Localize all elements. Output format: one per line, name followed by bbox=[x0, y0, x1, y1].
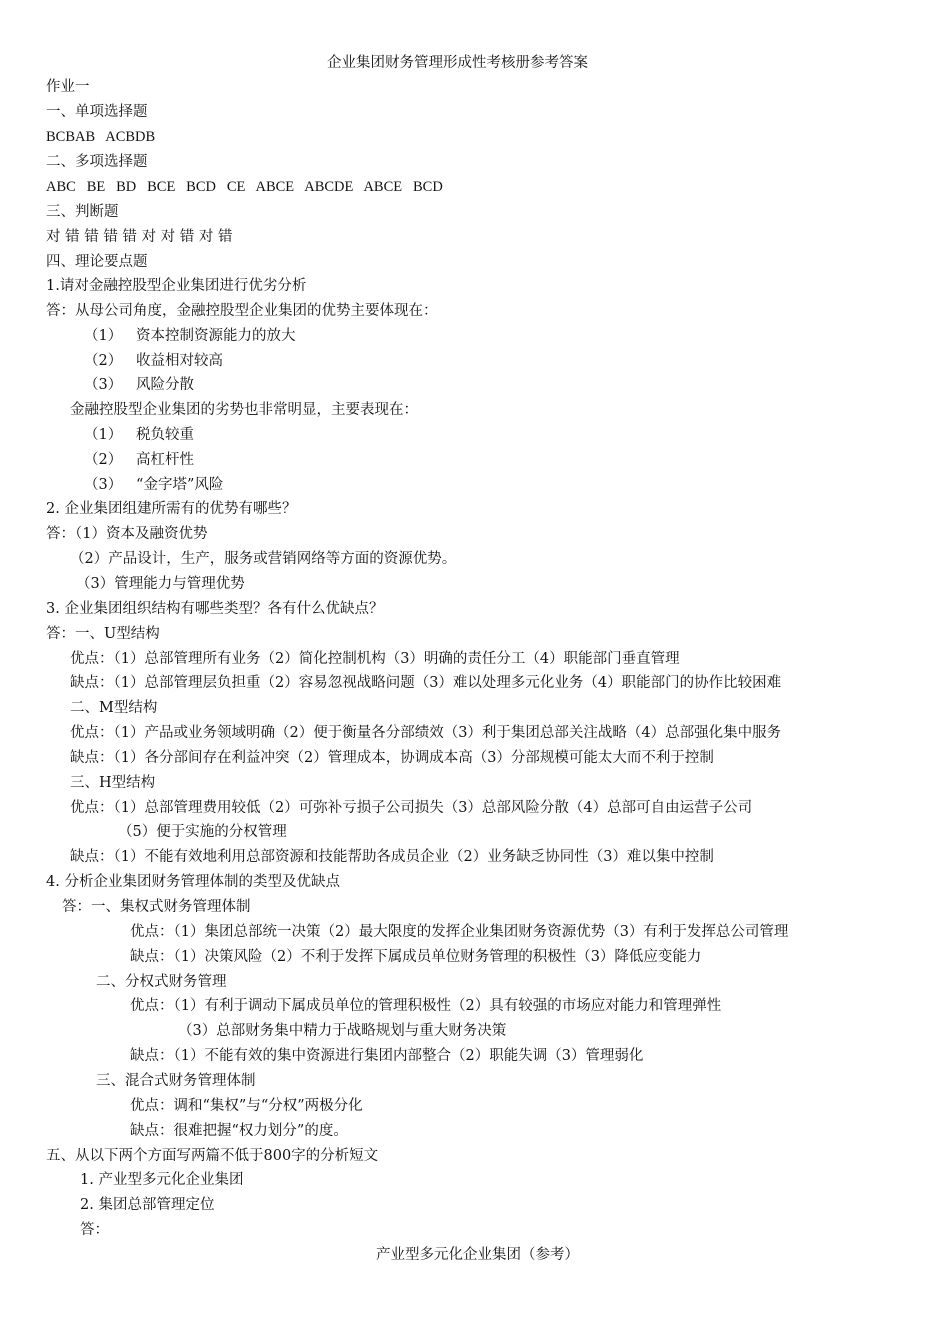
question: 1.请对金融控股型企业集团进行优劣分析 bbox=[46, 278, 307, 294]
document-title: 企业集团财务管理形成性考核册参考答案 bbox=[327, 55, 588, 71]
answer-line: 优点：（1）总部管理费用较低（2）可弥补亏损子公司损失（3）总部风险分散（4）总部可自由运营子公司 bbox=[70, 800, 753, 816]
answer-line: （3）总部财务集中精力于战略规划与重大财务决策 bbox=[178, 1023, 507, 1039]
answer-line: 缺点：（1）各分部间存在利益冲突（2）管理成本，协调成本高（3）分部规模可能太大而不利于控制 bbox=[70, 750, 714, 766]
list-item: （3） “金字塔”风险 bbox=[84, 477, 224, 493]
answer-line: 优点：（1）产品或业务领域明确（2）便于衡量各分部绩效（3）利于集团总部关注战略（4）总部强化集中服务 bbox=[70, 725, 782, 741]
answer-line: （2）产品设计，生产，服务或营销网络等方面的资源优势。 bbox=[70, 551, 457, 567]
list-item: （2） 收益相对较高 bbox=[84, 353, 224, 369]
question: 3. 企业集团组织结构有哪些类型？各有什么优缺点？ bbox=[46, 601, 384, 617]
section-heading: 三、判断题 bbox=[46, 204, 119, 220]
question: 2. 企业集团组建所需有的优势有哪些？ bbox=[46, 501, 297, 517]
answer-line: 答：一、集权式财务管理体制 bbox=[62, 899, 251, 915]
answer-line: 优点：（1）有利于调动下属成员单位的管理积极性（2）具有较强的市场应对能力和管理弹性 bbox=[130, 998, 722, 1014]
subheading: 三、H型结构 bbox=[70, 775, 156, 791]
answer-line: （5）便于实施的分权管理 bbox=[118, 824, 287, 840]
subheading: 二、M型结构 bbox=[70, 700, 158, 716]
answer-line: 答：（1）资本及融资优势 bbox=[46, 526, 208, 542]
answer-line: 缺点：（1）决策风险（2）不利于发挥下属成员单位财务管理的积极性（3）降低应变能力 bbox=[130, 949, 702, 965]
list-item: （2） 高杠杆性 bbox=[84, 452, 195, 468]
homework-heading: 作业一 bbox=[46, 79, 90, 95]
answer-line: 优点：（1）集团总部统一决策（2）最大限度的发挥企业集团财务资源优势（3）有利于发挥总公司管理 bbox=[130, 924, 789, 940]
answer-line: 金融控股型企业集团的劣势也非常明显，主要表现在： bbox=[70, 402, 418, 418]
answer-line: 答：一、U型结构 bbox=[46, 626, 160, 642]
answer-line: ABC BE BD BCE BCD CE ABCE ABCDE ABCE BCD bbox=[46, 179, 443, 195]
list-item: 2. 集团总部管理定位 bbox=[80, 1197, 215, 1213]
section-heading: 四、理论要点题 bbox=[46, 254, 148, 270]
list-item: （3） 风险分散 bbox=[84, 377, 195, 393]
section-heading: 五、从以下两个方面写两篇不低于800字的分析短文 bbox=[46, 1148, 379, 1164]
section-heading: 二、多项选择题 bbox=[46, 154, 148, 170]
answer-line: 优点：调和“集权”与“分权”两极分化 bbox=[130, 1098, 363, 1114]
list-item: （1） 税负较重 bbox=[84, 427, 195, 443]
list-item: （1） 资本控制资源能力的放大 bbox=[84, 328, 296, 344]
answer-line: 优点：（1）总部管理所有业务（2）简化控制机构（3）明确的责任分工（4）职能部门垂直管理 bbox=[70, 651, 680, 667]
answer-line: 答： bbox=[80, 1222, 109, 1238]
answer-line: 缺点：（1）总部管理层负担重（2）容易忽视战略问题（3）难以处理多元化业务（4）职能部门的协作比较困难 bbox=[70, 675, 782, 691]
section-heading: 一、单项选择题 bbox=[46, 104, 148, 120]
answer-line: 缺点：很难把握“权力划分”的度。 bbox=[130, 1123, 348, 1139]
answer-line: 答：从母公司角度，金融控股型企业集团的优势主要体现在： bbox=[46, 303, 438, 319]
answer-line: （3）管理能力与管理优势 bbox=[76, 576, 245, 592]
subheading: 二、分权式财务管理 bbox=[96, 974, 227, 990]
answer-line: 缺点：（1）不能有效地利用总部资源和技能帮助各成员企业（2）业务缺乏协同性（3）难以集中控制 bbox=[70, 849, 714, 865]
essay-title: 产业型多元化企业集团（参考） bbox=[376, 1247, 579, 1263]
answer-line: 缺点：（1）不能有效的集中资源进行集团内部整合（2）职能失调（3）管理弱化 bbox=[130, 1048, 644, 1064]
list-item: 1. 产业型多元化企业集团 bbox=[80, 1172, 244, 1188]
question: 4. 分析企业集团财务管理体制的类型及优缺点 bbox=[46, 874, 340, 890]
answer-line: 对 错 错 错 错 对 对 错 对 错 bbox=[46, 229, 233, 245]
subheading: 三、混合式财务管理体制 bbox=[96, 1073, 256, 1089]
answer-line: BCBAB ACBDB bbox=[46, 129, 156, 145]
